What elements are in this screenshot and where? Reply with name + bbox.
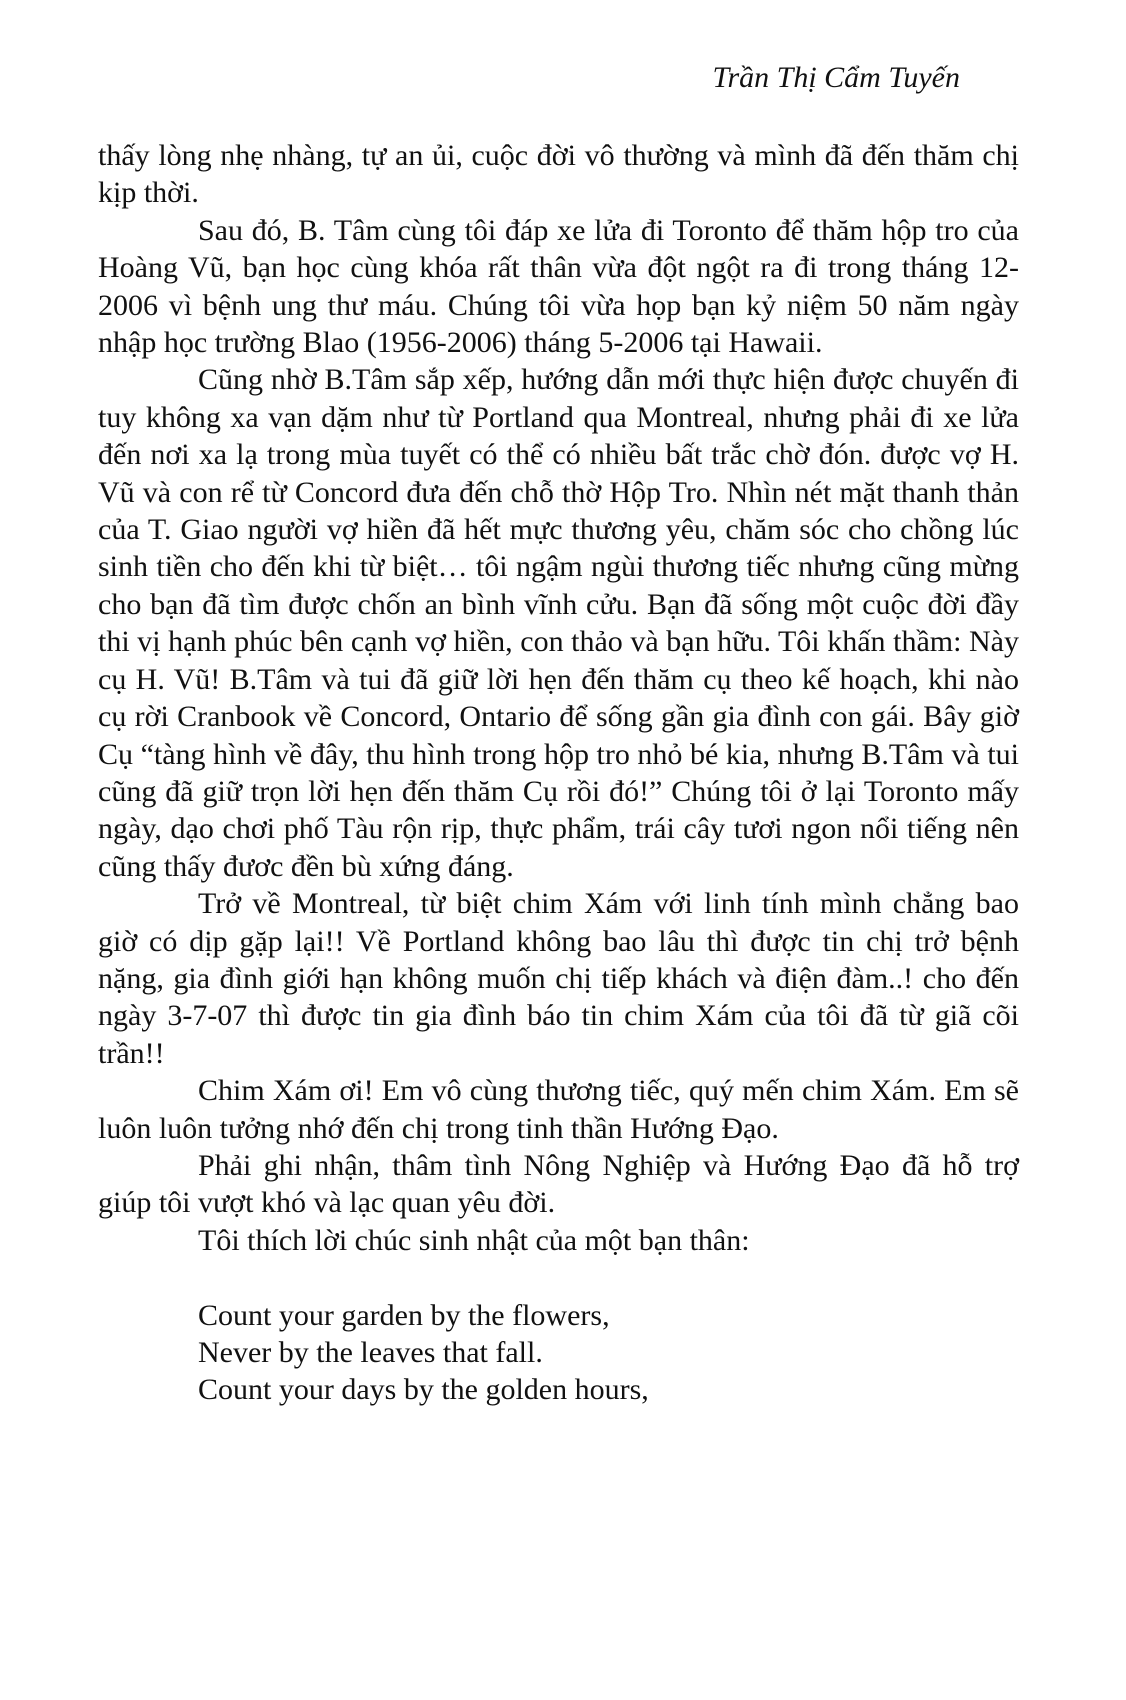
paragraph: Phải ghi nhận, thâm tình Nông Nghiệp và Hướng Đạo đã hỗ trợ giúp tôi vượt khó và lạc quan yêu đời. <box>98 1148 1019 1220</box>
poem-quote <box>98 1297 1019 1409</box>
paragraph: Chim Xám ơi! Em vô cùng thương tiếc, quý mến chim Xám. Em sẽ luôn luôn tưởng nhớ đến chị trong tinh thần Hướng Đạo. <box>98 1074 1019 1145</box>
paragraph: Tôi thích lời chúc sinh nhật của một bạn thân: <box>198 1223 750 1257</box>
poem-line: Count your garden by the flowers, <box>198 1298 610 1332</box>
running-header-author: Trần Thị Cẩm Tuyến <box>712 61 960 94</box>
paragraph-continued: thấy lòng nhẹ nhàng, tự an ủi, cuộc đời vô thường và mình đã đến thăm chị kịp thời. <box>98 139 1019 210</box>
paragraph: Cũng nhờ B.Tâm sắp xếp, hướng dẫn mới thực hiện được chuyến đi tuy không xa vạn dặm như từ Portland qua Montreal, nhưng phải đi xe lửa đến nơi xa lạ trong mùa tuyết có thể có nhiều bất trắc chờ đón. được vợ H. Vũ và con rể từ Concord đưa đến chỗ thờ Hộp Tro. Nhìn nét mặt thanh thản của T. Giao người vợ hiền đã hết mực thương yêu, chăm sóc cho chồng lúc sinh tiền cho đến khi từ biệt… tôi ngậm ngùi thương tiếc nhưng cũng mừng cho bạn đã tìm được chốn an bình vĩnh cửu. Bạn đã sống một cuộc đời đầy thi vị hạnh phúc bên cạnh vợ hiền, con thảo và bạn hữu. Tôi khấn thầm: Này cụ H. Vũ! B.Tâm và tui đã giữ lời hẹn đến thăm cụ theo kế hoạch, khi nào cụ rời Cranbook về Concord, Ontario để sống gần gia đình con gái. Bây giờ Cụ “tàng hình về đây, thu hình trong hộp tro nhỏ bé kia, nhưng B.Tâm và tui cũng đã giữ trọn lời hẹn đến thăm Cụ rồi đó!” Chúng tôi ở lại Toronto mấy ngày, dạo chơi phố Tàu rộn rịp, thực phẩm, trái cây tươi ngon nổi tiếng nên cũng thấy đươc đền bù xứng đáng. <box>98 363 1019 883</box>
page-body <box>98 137 1019 1409</box>
paragraph: Trở về Montreal, từ biệt chim Xám với linh tính mình chẳng bao giờ có dịp gặp lại!! Về Portland không bao lâu thì được tin chị trở bệnh nặng, gia đình giới hạn không muốn chị tiếp khách và điện đàm..! cho đến ngày 3-7-07 thì được tin gia đình báo tin chim Xám của tôi đã từ giã cõi trần!! <box>98 887 1019 1070</box>
poem-line: Never by the leaves that fall. <box>198 1335 543 1369</box>
poem-line: Count your days by the golden hours, <box>198 1373 649 1407</box>
paragraph: Sau đó, B. Tâm cùng tôi đáp xe lửa đi Toronto để thăm hộp tro của Hoàng Vũ, bạn học cùng khóa rất thân vừa đột ngột ra đi trong tháng 12-2006 vì bệnh ung thư máu. Chúng tôi vừa họp bạn kỷ niệm 50 năm ngày nhập học trường Blao (1956-2006) tháng 5-2006 tại Hawaii. <box>98 213 1019 360</box>
